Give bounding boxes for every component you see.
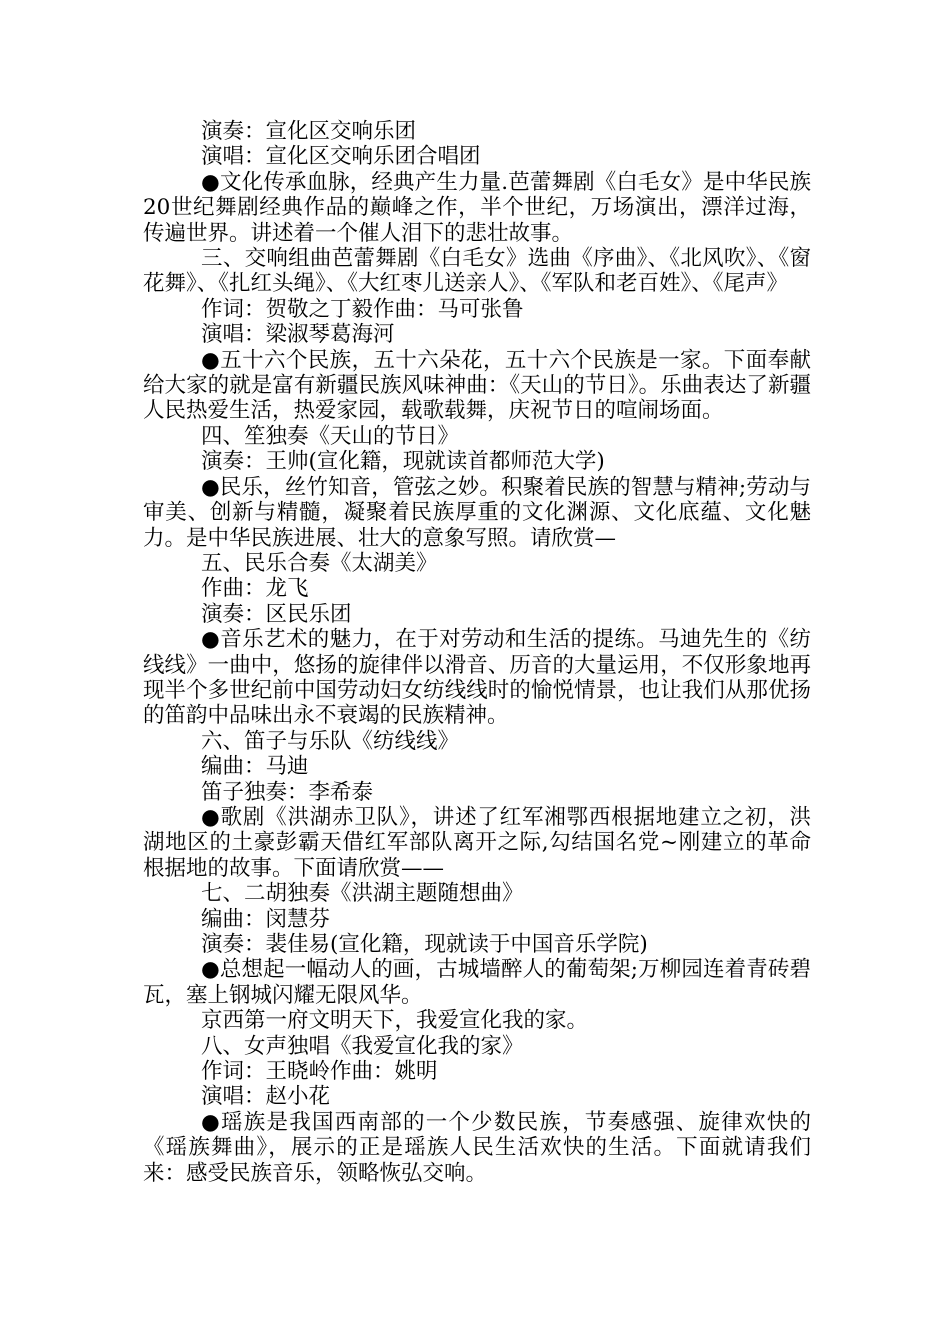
- paragraph: 编曲：闵慧芬: [201, 906, 331, 932]
- document-body: [143, 119, 811, 1186]
- paragraph: 八、女声独唱《我爱宣化我的家》: [201, 1033, 524, 1059]
- paragraph: 作词：贺敬之丁毅作曲：马可张鲁: [201, 296, 524, 322]
- paragraph: 编曲：马迪: [201, 754, 309, 780]
- paragraph: 演奏：宣化区交响乐团: [201, 119, 417, 144]
- paragraph: ●总想起一幅动人的画，古城墙醉人的葡萄架;万柳园连着青砖碧瓦，塞上钢城闪耀无限风华。: [143, 957, 811, 1008]
- paragraph: 演奏：王帅(宣化籍，现就读首都师范大学): [201, 449, 605, 475]
- paragraph: ●五十六个民族，五十六朵花，五十六个民族是一家。下面奉献给大家的就是富有新疆民族风味神曲：《天山的节日》。乐曲表达了新疆人民热爱生活，热爱家园，载歌载舞，庆祝节日的喧闹场面。: [143, 347, 811, 424]
- paragraph: 笛子独奏：李希泰: [201, 779, 374, 805]
- paragraph: 三、交响组曲芭蕾舞剧《白毛女》选曲《序曲》、《北风吹》、《窗花舞》、《扎红头绳》、《大红枣儿送亲人》、《军队和老百姓》、《尾声》: [143, 246, 811, 297]
- paragraph: ●瑶族是我国西南部的一个少数民族，节奏感强、旋律欢快的《瑶族舞曲》，展示的正是瑶族人民生活欢快的生活。下面就请我们来：感受民族音乐，领略恢弘交响。: [143, 1109, 811, 1186]
- paragraph: 作词：王晓岭作曲：姚明: [201, 1059, 438, 1085]
- paragraph: 演唱：赵小花: [201, 1084, 331, 1110]
- paragraph: 作曲：龙飞: [201, 576, 309, 602]
- paragraph: ●歌剧《洪湖赤卫队》，讲述了红军湘鄂西根据地建立之初，洪湖地区的土豪彭霸天借红军部队离开之际,勾结国名党~刚建立的革命根据地的故事。下面请欣赏——: [143, 804, 811, 881]
- paragraph: 演奏：裴佳易(宣化籍，现就读于中国音乐学院): [201, 932, 648, 957]
- paragraph: 演唱：梁淑琴葛海河: [201, 322, 395, 348]
- paragraph: 演奏：区民乐团: [201, 601, 352, 627]
- paragraph: ●文化传承血脉，经典产生力量.芭蕾舞剧《白毛女》是中华民族20世纪舞剧经典作品的巅峰之作，半个世纪，万场演出，漂洋过海，传遍世界。讲述着一个催人泪下的悲壮故事。: [143, 169, 811, 246]
- paragraph: 演唱：宣化区交响乐团合唱团: [201, 144, 481, 170]
- paragraph: 四、笙独奏《天山的节日》: [201, 423, 460, 449]
- paragraph: 五、民乐合奏《太湖美》: [201, 550, 438, 576]
- paragraph: ●音乐艺术的魅力，在于对劳动和生活的提练。马迪先生的《纺线线》一曲中，悠扬的旋律伴以滑音、历音的大量运用，不仅形象地再现半个多世纪前中国劳动妇女纺线线时的愉悦情景，也让我们从那优扬的笛韵中品味出永不衰竭的民族精神。: [143, 627, 811, 729]
- paragraph: 七、二胡独奏《洪湖主题随想曲》: [201, 881, 524, 907]
- paragraph: 六、笛子与乐队《纺线线》: [201, 728, 460, 754]
- paragraph: ●民乐，丝竹知音，管弦之妙。积聚着民族的智慧与精神;劳动与审美、创新与精髓，凝聚着民族厚重的文化渊源、文化底蕴、文化魅力。是中华民族进展、壮大的意象写照。请欣赏—: [143, 474, 811, 551]
- paragraph: 京西第一府文明天下，我爱宣化我的家。: [201, 1008, 589, 1034]
